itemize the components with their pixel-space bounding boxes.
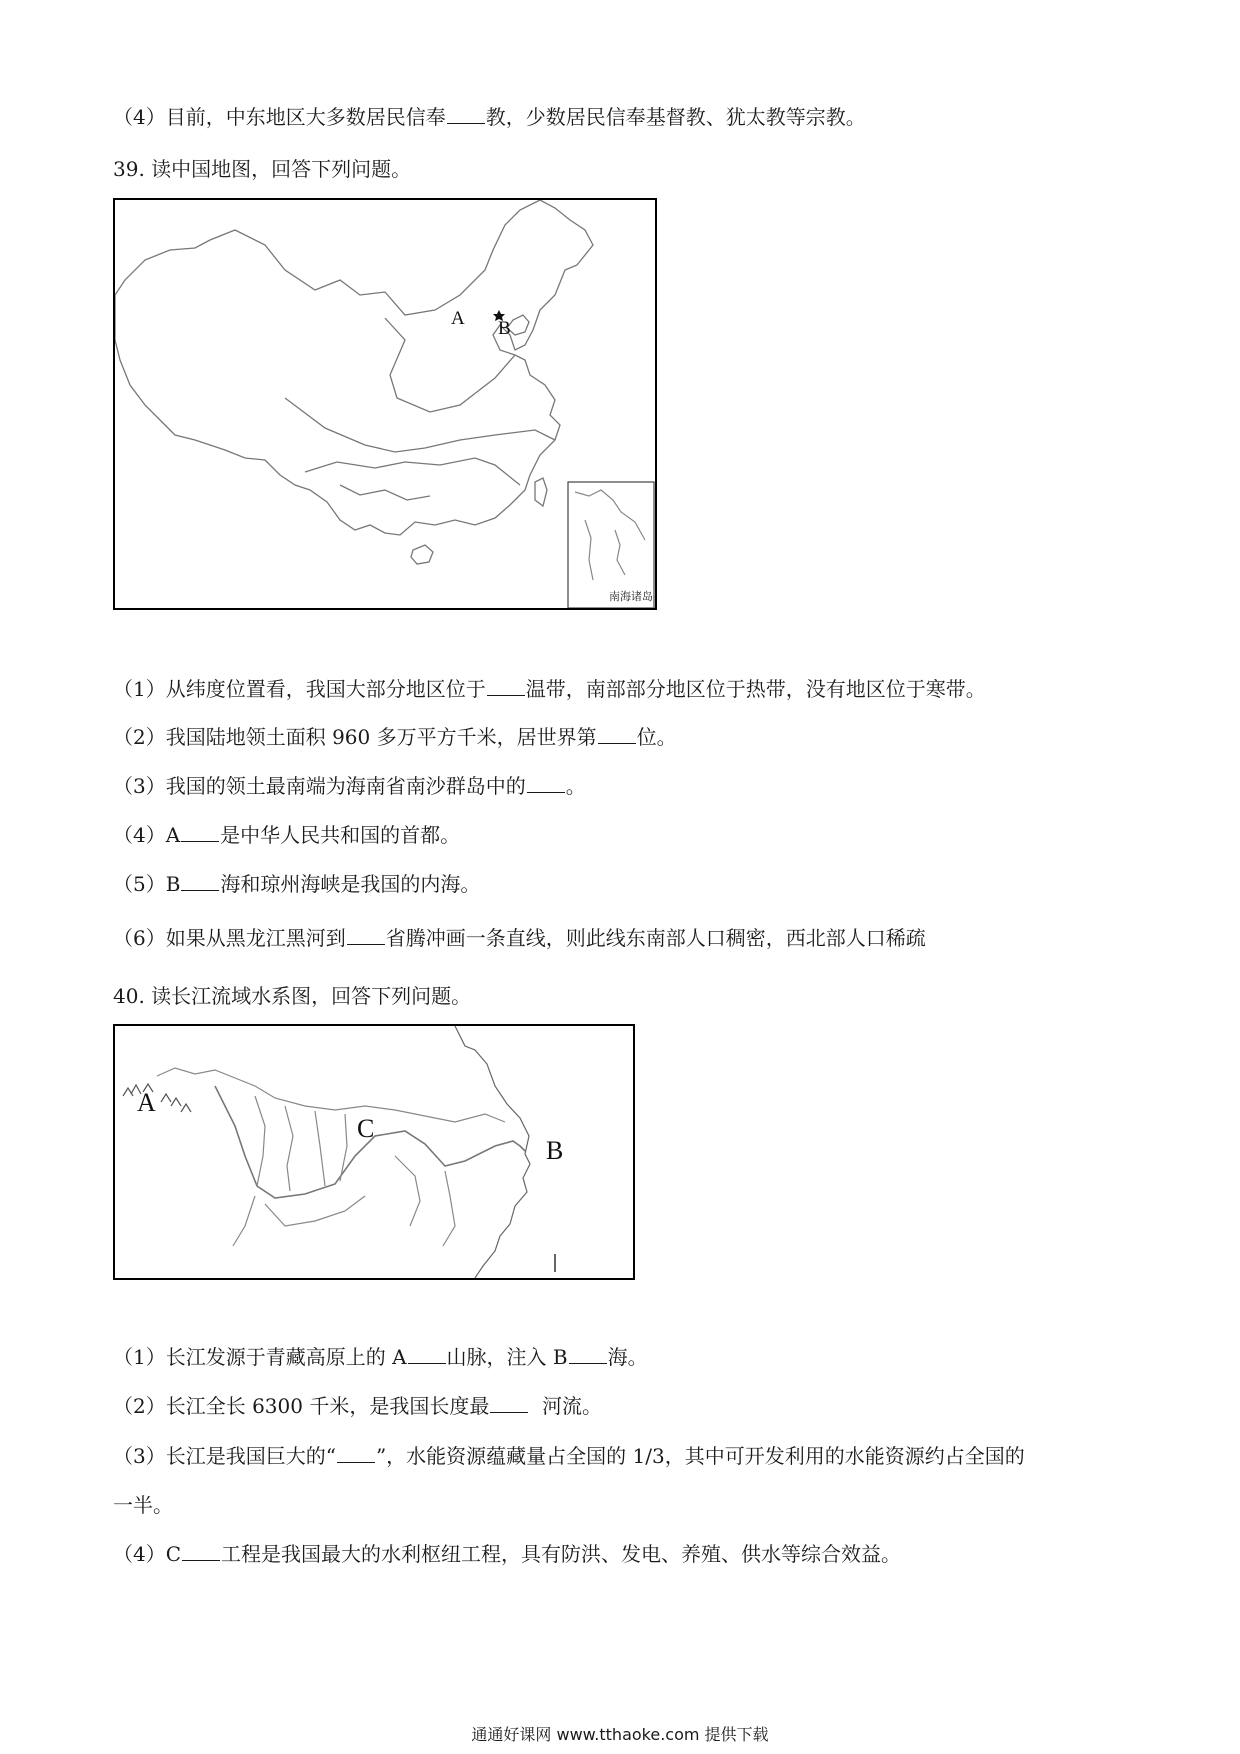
q40-item-1	[113, 1342, 648, 1372]
q39-item-2	[113, 722, 677, 752]
map-label-c: C	[357, 1114, 375, 1143]
inset-label: 南海诸岛	[609, 590, 653, 603]
q39-item-1	[113, 674, 986, 704]
map-label-b: B	[546, 1136, 564, 1165]
q40-item-1-text-c: 海。	[607, 1345, 648, 1369]
q39-item-3	[113, 771, 586, 801]
answer-blank	[569, 1345, 607, 1364]
q40-item-2-text-a: （2）长江全长 6300 千米，是我国长度最	[113, 1394, 490, 1418]
q39-item-6-text-b: 省腾冲画一条直线，则此线东南部人口稠密，西北部人口稀疏	[385, 926, 926, 950]
q39-item-3-text-a: （3）我国的领土最南端为海南省南沙群岛中的	[113, 774, 526, 798]
map-label-a: A	[451, 308, 465, 329]
q39-item-6-text-a: （6）如果从黑龙江黑河到	[113, 926, 346, 950]
q39-item-6	[113, 923, 926, 953]
q40-item-2	[113, 1391, 602, 1421]
q39-title: 39. 读中国地图，回答下列问题。	[113, 157, 412, 181]
q40-item-3-text-b: ”，水能资源蕴藏量占全国的 1/3，其中可开发利用的水能资源约占全国的	[375, 1444, 1025, 1468]
q39-item-5-text-a: （5）B	[113, 872, 181, 896]
q39-item-4-text-b: 是中华人民共和国的首都。	[220, 823, 461, 847]
china-map-outline	[115, 200, 655, 608]
q39-item-4	[113, 820, 460, 850]
china-map	[113, 198, 657, 610]
q39-item-5	[113, 869, 480, 899]
q40-item-4	[113, 1539, 901, 1569]
q39-item-2-text-a: （2）我国陆地领土面积 960 多万平方千米，居世界第	[113, 725, 597, 749]
answer-blank	[487, 677, 525, 696]
answer-blank	[408, 1345, 446, 1364]
q40-item-3-continued: 一半。	[113, 1493, 173, 1517]
q40-item-2-text-b: 河流。	[542, 1394, 603, 1418]
answer-blank	[181, 872, 219, 891]
q38-item-4	[113, 102, 866, 132]
answer-blank	[347, 926, 385, 945]
answer-blank	[337, 1444, 375, 1463]
q39-item-1-text-a: （1）从纬度位置看，我国大部分地区位于	[113, 677, 486, 701]
q40-item-4-text-a: （4）C	[113, 1542, 182, 1566]
answer-blank	[182, 1542, 220, 1561]
answer-blank	[598, 725, 636, 744]
q39-item-3-text-b: 。	[565, 774, 586, 798]
q40-item-4-text-b: 工程是我国最大的水利枢纽工程，具有防洪、发电、养殖、供水等综合效益。	[221, 1542, 902, 1566]
q40-item-3	[113, 1441, 1025, 1471]
answer-blank	[181, 823, 219, 842]
map-label-b: B	[498, 318, 511, 339]
answer-blank	[490, 1394, 528, 1413]
answer-blank	[447, 105, 485, 124]
yangtze-map	[113, 1024, 635, 1280]
q38-item-4-text-b: 教，少数居民信奉基督教、犹太教等宗教。	[485, 105, 866, 129]
map-label-a: A	[137, 1088, 156, 1117]
q40-item-1-text-a: （1）长江发源于青藏高原上的 A	[113, 1345, 407, 1369]
q39-item-4-text-a: （4）A	[113, 823, 181, 847]
answer-blank	[527, 774, 565, 793]
q38-item-4-text-a: （4）目前，中东地区大多数居民信奉	[113, 105, 446, 129]
q40-item-1-text-b: 山脉，注入 B	[446, 1345, 568, 1369]
q39-item-5-text-b: 海和琼州海峡是我国的内海。	[220, 872, 481, 896]
q39-item-2-text-b: 位。	[636, 725, 677, 749]
q39-item-1-text-b: 温带，南部部分地区位于热带，没有地区位于寒带。	[525, 677, 986, 701]
page-footer: 通通好课网 www.tthaoke.com 提供下载	[471, 1725, 769, 1744]
q40-title: 40. 读长江流域水系图，回答下列问题。	[113, 984, 472, 1008]
mountain-icon	[123, 1084, 191, 1112]
q40-item-3-text-a: （3）长江是我国巨大的“	[113, 1444, 336, 1468]
